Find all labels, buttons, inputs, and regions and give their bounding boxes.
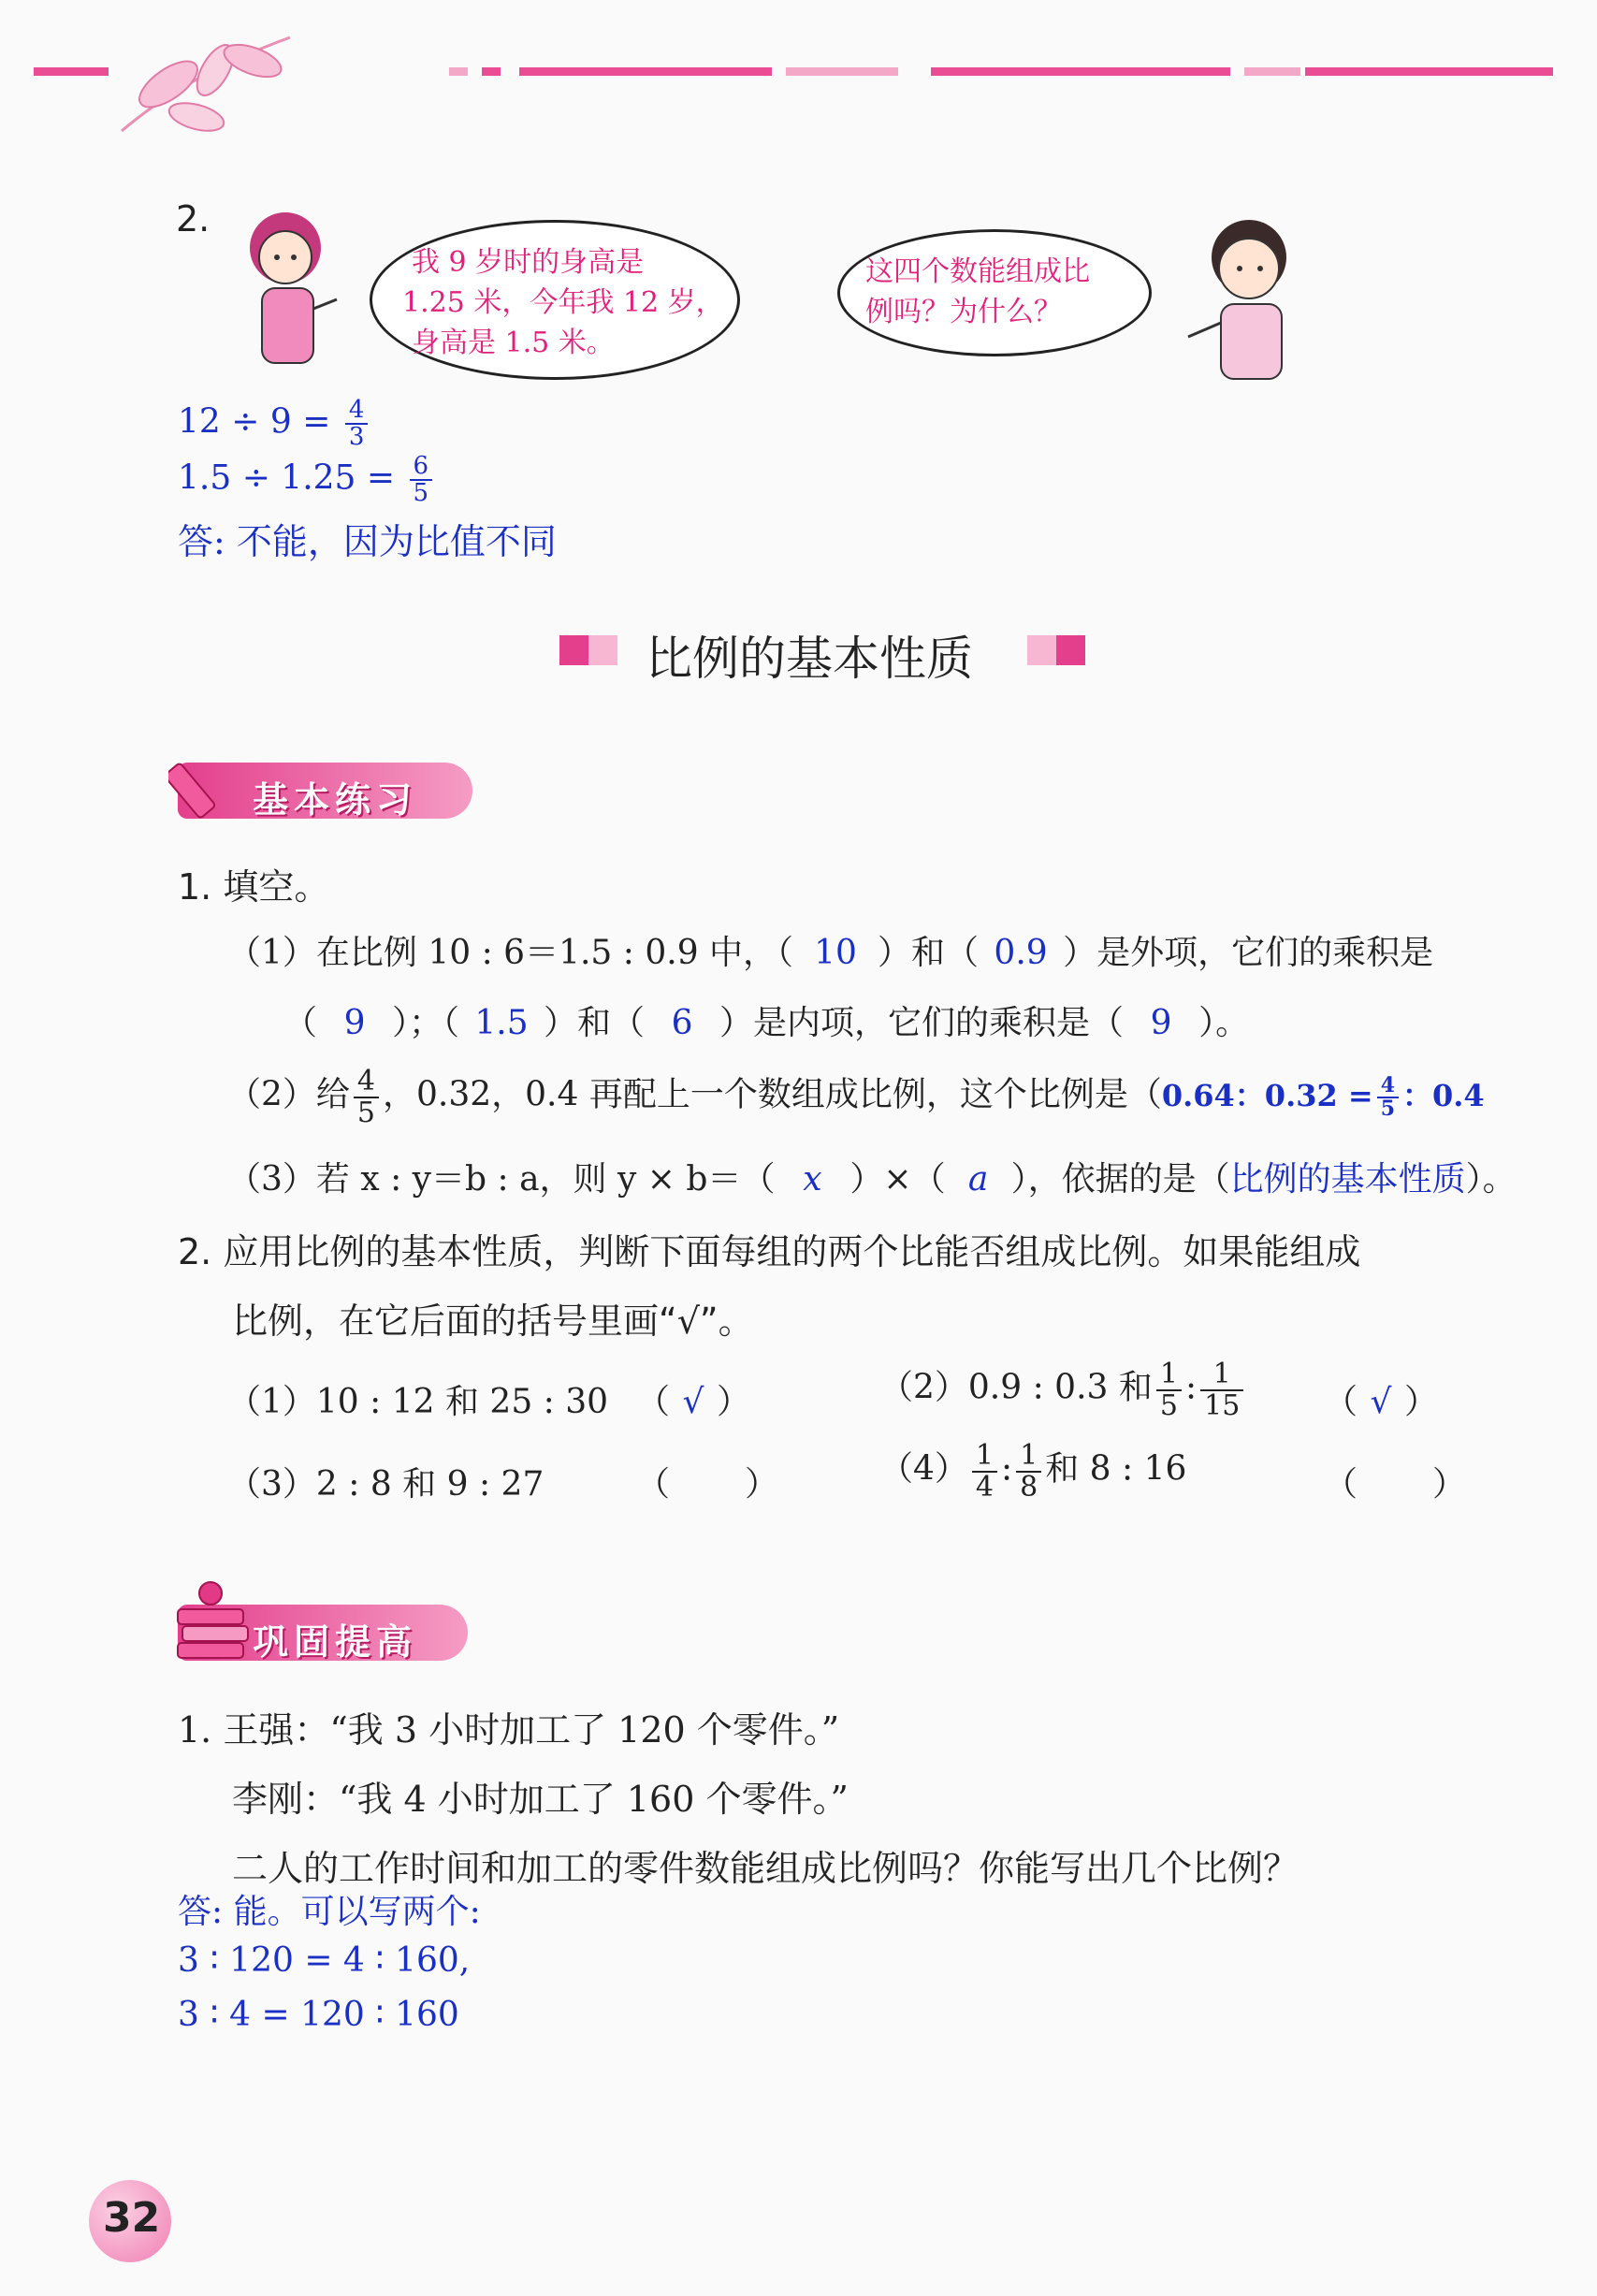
numerator: 1 — [1200, 1359, 1243, 1391]
question-text: （3）2 : 8 和 9 : 27 — [227, 1465, 544, 1504]
denominator: 8 — [1020, 1470, 1038, 1504]
title-marker-left — [559, 635, 617, 665]
leaf-decoration — [112, 19, 299, 150]
answer-bracket — [1324, 1375, 1438, 1423]
answer-expression: ：0.4 — [1402, 1077, 1485, 1113]
bracket: （ — [1324, 1383, 1358, 1421]
top-stripe — [786, 67, 898, 76]
answer-line — [178, 454, 436, 507]
page-number: 32 — [103, 2194, 161, 2242]
fraction — [1156, 1359, 1182, 1420]
top-stripe — [482, 67, 501, 76]
girl-speech-line: 我 9 岁时的身高是 — [412, 246, 645, 279]
ratio-colon: : — [1184, 1368, 1198, 1407]
question-text: （2）给 — [227, 1075, 350, 1114]
denominator: 5 — [356, 1096, 375, 1129]
question-text: ）是外项，它们的乘积是 — [1063, 934, 1434, 972]
fraction — [345, 398, 369, 451]
sub-question — [879, 1441, 1186, 1502]
question-line — [227, 926, 1433, 974]
sub-question — [879, 1359, 1247, 1420]
fraction — [1377, 1072, 1399, 1121]
answer-blank: 0.9 — [994, 934, 1048, 972]
answer-blank: x — [803, 1160, 822, 1199]
fraction — [410, 454, 433, 507]
answer-blank: 9 — [343, 1004, 366, 1042]
question-title: 2. 应用比例的基本性质，判断下面每组的两个比能否组成比例。如果能组成 — [178, 1231, 1361, 1272]
denominator: 5 — [1159, 1388, 1178, 1422]
numerator: 1 — [1156, 1359, 1182, 1391]
question-text: ），依据的是（ — [1010, 1160, 1230, 1199]
sub-question — [227, 1458, 544, 1505]
question-title: 1. 填空。 — [178, 866, 330, 908]
girl-speech-line: 1.25 米，今年我 12 岁， — [402, 286, 724, 319]
top-stripe — [931, 67, 1230, 76]
question-line — [283, 996, 1249, 1044]
top-stripe — [449, 67, 468, 76]
question-text: ）×（ — [849, 1160, 946, 1199]
girl-speech-line: 身高是 1.5 米。 — [412, 327, 615, 359]
top-stripe — [1244, 67, 1300, 76]
fraction — [1200, 1359, 1243, 1420]
denominator: 4 — [975, 1470, 994, 1504]
question-text: ）。 — [1465, 1160, 1517, 1199]
question-text: ）。 — [1198, 1004, 1250, 1042]
numerator: 6 — [410, 454, 433, 481]
bracket: （ — [636, 1383, 671, 1421]
denominator: 5 — [1380, 1097, 1396, 1121]
question-text: 和 8 : 16 — [1045, 1449, 1187, 1489]
answer-expression: 12 ÷ 9 = — [178, 402, 331, 442]
top-stripe — [34, 67, 109, 76]
title-marker-right — [1027, 635, 1085, 665]
answer-line: 答: 能。可以写两个: — [178, 1893, 481, 1931]
answer-blank: 6 — [671, 1004, 693, 1042]
question-line: 二人的工作时间和加工的零件数能组成比例吗？你能写出几个比例？ — [232, 1848, 1299, 1889]
books-icon — [173, 1577, 257, 1665]
question-line: 1. 王强：“我 3 小时加工了 120 个零件。” — [178, 1709, 840, 1751]
sub-question — [227, 1375, 608, 1423]
bracket: （ — [1324, 1465, 1358, 1504]
answer-line — [178, 398, 371, 451]
question-text: ，0.32，0.4 再配上一个数组成比例，这个比例是（ — [383, 1075, 1162, 1114]
answer-expression: 0.64：0.32 = — [1161, 1077, 1373, 1113]
answer-blank: 1.5 — [474, 1004, 529, 1042]
check-mark: √ — [1370, 1383, 1392, 1421]
numerator: 1 — [1016, 1441, 1041, 1473]
numerator: 4 — [354, 1067, 379, 1098]
section-title: 比例的基本性质 — [646, 632, 973, 686]
fraction — [1016, 1441, 1041, 1502]
fraction — [972, 1441, 997, 1502]
numerator: 4 — [1377, 1075, 1399, 1098]
bracket: ） — [1432, 1465, 1467, 1504]
question-text: ）是内项，它们的乘积是（ — [719, 1004, 1125, 1042]
boy-speech-line: 例吗？为什么？ — [865, 296, 1062, 328]
bracket: ） — [1404, 1383, 1439, 1421]
question-text: （ — [283, 1004, 318, 1042]
answer-bracket — [1324, 1458, 1466, 1505]
bracket: ） — [745, 1465, 779, 1504]
answer-expression: 1.5 ÷ 1.25 = — [178, 458, 396, 498]
question-text: ）和（ — [544, 1004, 646, 1042]
banner-label: 巩固提高 — [253, 1621, 418, 1663]
answer-bracket — [636, 1458, 778, 1505]
boy-speech-line: 这四个数能组成比 — [865, 255, 1090, 288]
question-text: ）和（ — [878, 934, 980, 972]
question-text: （3）若 x : y＝b : a，则 y × b＝（ — [227, 1160, 776, 1199]
numerator: 1 — [972, 1441, 997, 1473]
question-line — [227, 1153, 1517, 1200]
answer-line: 3 ∶ 4 = 120 ∶ 160 — [178, 1996, 459, 2034]
question-text: （1）在比例 10 : 6＝1.5 : 0.9 中，（ — [227, 934, 794, 972]
top-stripe — [1305, 67, 1553, 76]
answer-blank: 比例的基本性质 — [1229, 1160, 1466, 1199]
answer-line: 3 ∶ 120 = 4 ∶ 160, — [178, 1941, 471, 1980]
question-number: 2. — [176, 198, 211, 240]
question-text: ）；（ — [392, 1004, 460, 1042]
boy-illustration — [1174, 211, 1314, 398]
question-text: （1）10 : 12 和 25 : 30 — [227, 1383, 609, 1421]
fraction — [354, 1067, 379, 1127]
banner-label: 基本练习 — [253, 779, 418, 821]
answer-blank: 10 — [814, 934, 857, 972]
denominator: 15 — [1204, 1388, 1241, 1422]
denominator: 5 — [413, 479, 429, 508]
question-title: 比例，在它后面的括号里画“√”。 — [232, 1301, 754, 1342]
bracket: ） — [717, 1383, 751, 1421]
answer-bracket — [636, 1375, 750, 1423]
ratio-colon: : — [1001, 1449, 1013, 1489]
top-stripe — [519, 67, 772, 76]
girl-illustration — [234, 206, 346, 374]
question-line: 李刚：“我 4 小时加工了 160 个零件。” — [232, 1779, 849, 1820]
denominator: 3 — [348, 423, 365, 452]
check-mark: √ — [682, 1383, 704, 1421]
answer-blank: 9 — [1150, 1004, 1172, 1042]
question-line — [227, 1067, 1485, 1127]
answer-blank: a — [967, 1160, 989, 1199]
pencil-icon — [168, 748, 243, 823]
question-text: （4） — [879, 1449, 968, 1489]
numerator: 4 — [345, 398, 369, 425]
answer-blank — [1161, 1072, 1485, 1121]
answer-line: 答: 不能，因为比值不同 — [178, 521, 557, 562]
bracket: （ — [636, 1465, 671, 1504]
question-text: （2）0.9 : 0.3 和 — [879, 1368, 1153, 1407]
